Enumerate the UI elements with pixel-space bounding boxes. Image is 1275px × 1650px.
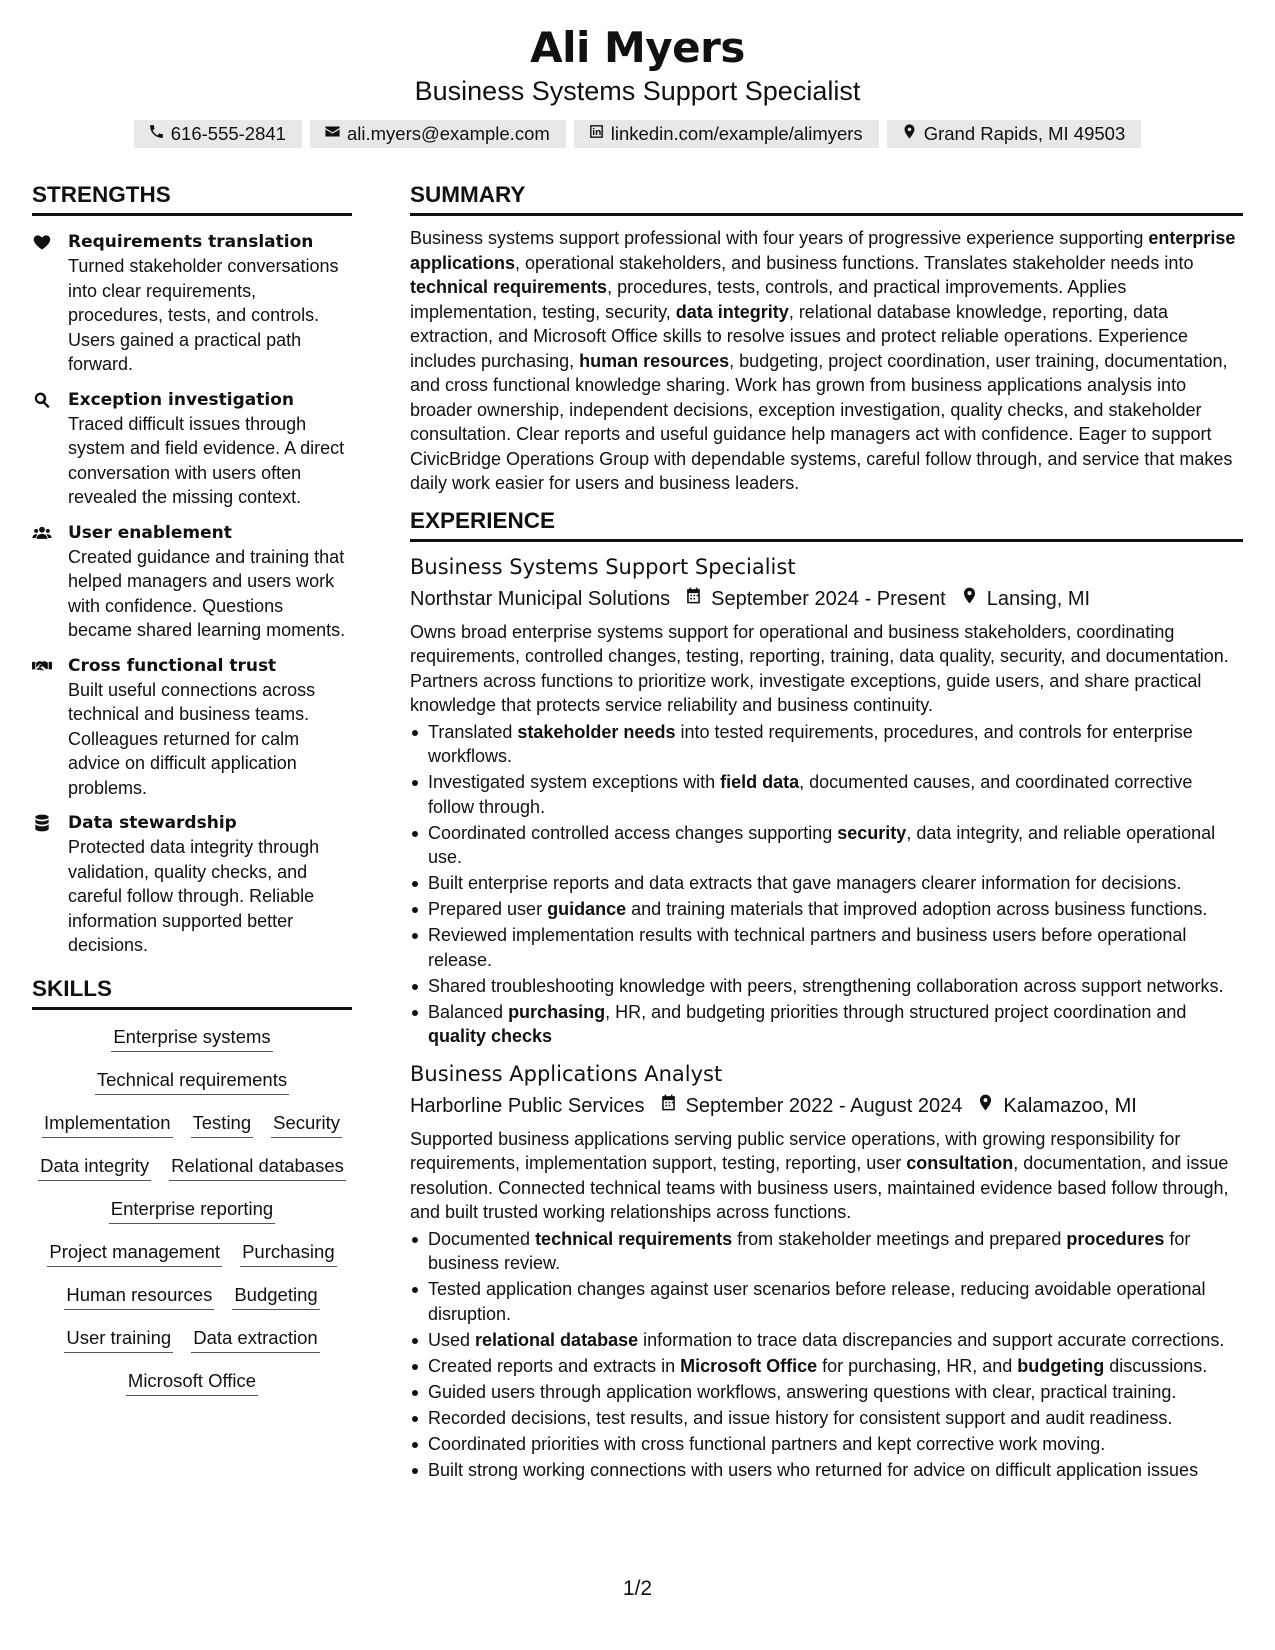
skill-tag: Relational databases — [169, 1153, 346, 1181]
list-item: Documented technical requirements from stakeholder meetings and prepared procedures for business review. — [410, 1227, 1243, 1276]
job-title: Business Systems Support Specialist — [410, 554, 796, 579]
list-item: Coordinated priorities with cross functional partners and kept corrective work moving. — [410, 1432, 1243, 1457]
strength-text: Protected data integrity through validation, quality checks, and careful follow through. Reliable information supported better decisions. — [68, 837, 320, 955]
list-item: Reviewed implementation results with technical partners and business users before operational release. — [410, 923, 1243, 972]
strength-title: Exception investigation — [68, 389, 294, 410]
skills-heading: SKILLS — [32, 974, 352, 1010]
list-item: Created reports and extracts in Microsoft Office for purchasing, HR, and budgeting discussions. — [410, 1354, 1243, 1379]
skill-tag: Implementation — [42, 1110, 172, 1138]
skill-tag: Enterprise systems — [111, 1024, 272, 1052]
skill-row — [38, 1153, 346, 1181]
strength-title: Data stewardship — [68, 813, 237, 833]
linkedin-icon — [588, 120, 605, 148]
job-list — [410, 552, 1243, 1483]
skills-section — [32, 974, 352, 1411]
job-location: Lansing, MI — [986, 587, 1091, 610]
skill-tag: Data integrity — [38, 1153, 151, 1181]
skill-tag: Security — [271, 1110, 342, 1138]
skill-row — [64, 1325, 319, 1353]
map-pin-icon — [962, 1091, 1003, 1121]
job-meta — [410, 1091, 1243, 1121]
summary-section — [410, 180, 1243, 496]
contact-phone-text: 616-555-2841 — [170, 123, 286, 144]
strength-item — [32, 811, 352, 958]
list-item: Coordinated controlled access changes supporting security, data integrity, and reliable operational use. — [410, 821, 1243, 870]
list-item: Shared troubleshooting knowledge with peers, strengthening collaboration across support networks. — [410, 974, 1243, 999]
contact-location-text: Grand Rapids, MI 49503 — [923, 123, 1126, 144]
job-bullets — [410, 1227, 1243, 1483]
strength-title: Requirements translation — [68, 232, 314, 252]
skill-tag: Data extraction — [191, 1325, 319, 1353]
list-item: Prepared user guidance and training materials that improved adoption across business functions. — [410, 897, 1243, 922]
phone-icon — [148, 120, 165, 148]
experience-heading: EXPERIENCE — [410, 506, 1243, 542]
calendar-icon — [670, 584, 711, 614]
calendar-icon — [645, 1091, 686, 1121]
candidate-name: Ali Myers — [530, 23, 745, 72]
list-item: Built strong working connections with users who returned for advice on difficult application issues — [410, 1458, 1243, 1483]
skill-tag: Purchasing — [240, 1239, 337, 1267]
experience-section — [410, 506, 1243, 1483]
strength-item — [32, 654, 352, 801]
skill-tag: Microsoft Office — [126, 1368, 258, 1396]
skill-tag: Enterprise reporting — [109, 1196, 275, 1224]
skill-tag: Testing — [191, 1110, 254, 1138]
strength-text: Traced difficult issues through system and field evidence. A direct conversation with users often revealed the missing context. — [68, 413, 345, 507]
list-item: Investigated system exceptions with field data, documented causes, and coordinated corrective follow through. — [410, 770, 1243, 819]
strength-text: Created guidance and training that helped managers and users work with confidence. Questions became shared learning moments. — [68, 546, 346, 640]
left-column — [32, 180, 352, 1411]
job-description: Owns broad enterprise systems support for operational and business stakeholders, coordinating requirements, controlled changes, testing, reporting, training, data quality, security, and documentation. Partners across functions to prioritize work, investigate exceptions, guide users, and share practical knowledge that protects service reliability and business continuity. — [410, 621, 1229, 715]
skill-row — [126, 1368, 258, 1396]
skill-row — [111, 1024, 272, 1052]
strength-item — [32, 230, 352, 377]
contact-bar — [0, 120, 1275, 148]
contact-linkedin[interactable] — [574, 120, 879, 148]
strength-title: User enablement — [68, 522, 232, 543]
strength-item — [32, 388, 352, 510]
list-item: Tested application changes against user scenarios before release, reducing avoidable operational disruption. — [410, 1277, 1243, 1326]
summary-text: Business systems support professional with four years of progressive experience supporting enterprise applications, operational stakeholders, and business functions. Translates stakeholder needs into technical requirements, procedures, tests, controls, and practical improvements. Applies implementation, testing, security, data integrity, relational database knowledge, reporting, data extraction, and Microsoft Office skills to resolve issues and protect reliable operations. Experience includes purchasing, human resources, budgeting, project coordination, user training, documentation, and cross functional knowledge sharing. Work has grown from business applications analysis into broader ownership, independent decisions, exception investigation, quality checks, and stakeholder consultation. Clear reports and useful guidance help managers act with confidence. Eager to support CivicBridge Operations Group with dependable systems, careful follow through, and service that makes daily work easier for users and business leaders. — [410, 228, 1236, 493]
job-dates: September 2022 - August 2024 — [685, 1094, 963, 1117]
list-item: Used relational database information to trace data discrepancies and support accurate corrections. — [410, 1328, 1243, 1353]
job-dates: September 2024 - Present — [711, 587, 946, 610]
strength-text: Turned stakeholder conversations into clear requirements, procedures, tests, and controls. Users gained a practical path forward. — [68, 256, 339, 374]
search-icon — [32, 388, 54, 510]
job-company: Harborline Public Services — [410, 1094, 645, 1117]
strength-title: Cross functional trust — [68, 655, 277, 676]
database-icon — [32, 811, 54, 958]
resume-header — [0, 22, 1275, 148]
job-title: Business Applications Analyst — [410, 1061, 723, 1086]
strengths-heading: STRENGTHS — [32, 180, 352, 216]
job-entry — [410, 1059, 1243, 1483]
list-item: Guided users through application workflows, answering questions with clear, practical training. — [410, 1380, 1243, 1405]
envelope-icon — [324, 120, 341, 148]
map-pin-icon — [901, 120, 918, 148]
list-item: Translated stakeholder needs into tested requirements, procedures, and controls for enterprise workflows. — [410, 720, 1243, 769]
heart-icon — [32, 230, 54, 377]
skill-row — [42, 1110, 342, 1138]
map-pin-icon — [946, 584, 987, 614]
skill-tag: User training — [64, 1325, 173, 1353]
skill-row — [47, 1239, 336, 1267]
page-number: 1/2 — [622, 1577, 653, 1600]
contact-email[interactable] — [310, 120, 566, 148]
job-entry — [410, 552, 1243, 1049]
job-meta — [410, 584, 1243, 614]
skill-tag: Budgeting — [232, 1282, 319, 1310]
skill-tag: Project management — [47, 1239, 222, 1267]
skill-tag: Human resources — [64, 1282, 214, 1310]
summary-heading: SUMMARY — [410, 180, 1243, 216]
strength-text: Built useful connections across technical and business teams. Colleagues returned for calm advice on difficult application problems. — [68, 679, 316, 798]
strength-item — [32, 521, 352, 643]
users-icon — [32, 521, 54, 643]
strengths-section — [32, 180, 352, 958]
contact-phone[interactable] — [134, 120, 302, 148]
contact-location — [887, 120, 1142, 148]
job-location: Kalamazoo, MI — [1003, 1094, 1137, 1117]
list-item: Recorded decisions, test results, and issue history for consistent support and audit readiness. — [410, 1406, 1243, 1431]
skill-tag: Technical requirements — [95, 1067, 289, 1095]
list-item: Balanced purchasing, HR, and budgeting priorities through structured project coordination and quality checks — [410, 1000, 1243, 1049]
candidate-role: Business Systems Support Specialist — [414, 76, 861, 106]
right-column — [410, 180, 1243, 1484]
skills-list — [32, 1024, 352, 1411]
contact-email-text: ali.myers@example.com — [346, 123, 550, 144]
skill-row — [64, 1282, 319, 1310]
handshake-icon — [32, 654, 54, 801]
skill-row — [109, 1196, 275, 1224]
job-description: Supported business applications serving public service operations, with growing responsibility for requirements, implementation support, testing, reporting, user consultation, documentation, and issue resolution. Connected technical teams with business users, maintained evidence based follow through, and built trusted working relationships across functions. — [410, 1128, 1229, 1222]
job-company: Northstar Municipal Solutions — [410, 587, 671, 610]
list-item: Built enterprise reports and data extracts that gave managers clearer information for decisions. — [410, 871, 1243, 896]
skill-row — [95, 1067, 289, 1095]
contact-linkedin-text: linkedin.com/example/alimyers — [610, 123, 863, 144]
job-bullets — [410, 720, 1243, 1049]
